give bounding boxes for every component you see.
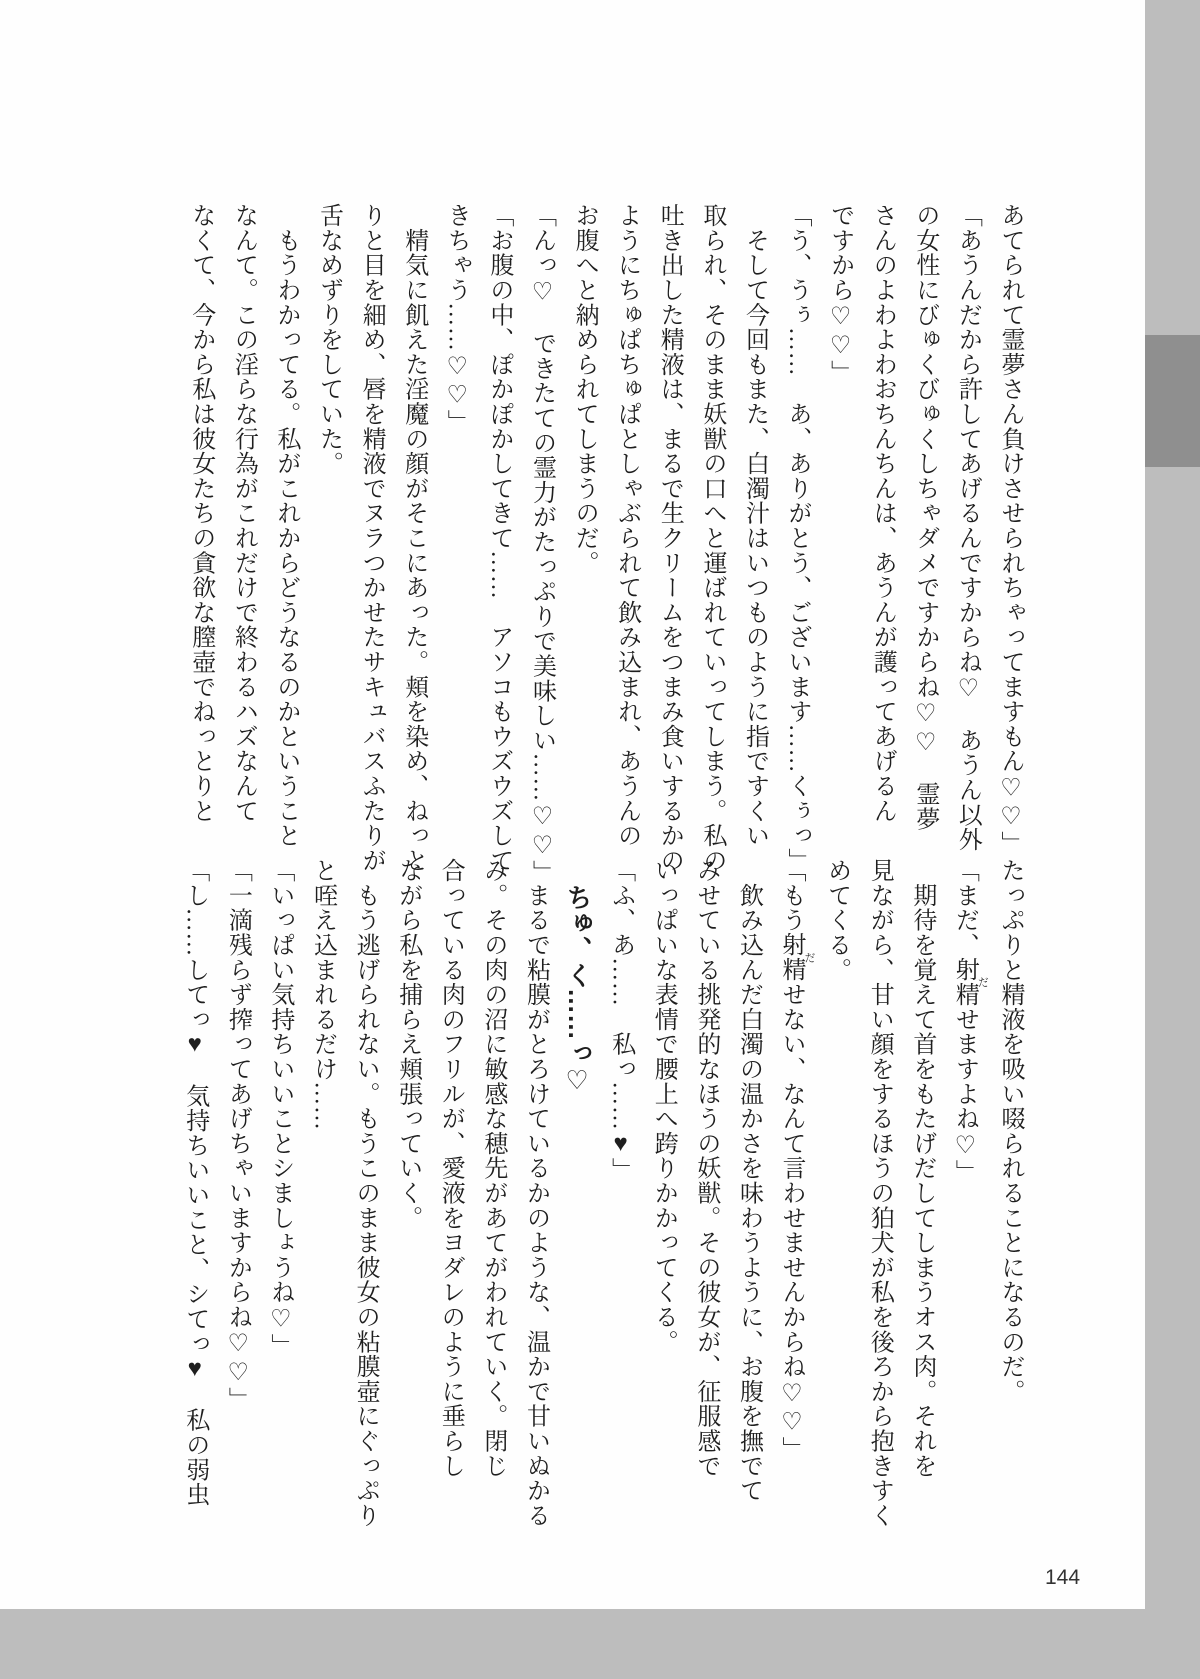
text-column: ながら私を捕らえ頬張っていく。 (394, 858, 421, 1230)
text-column: 「んっ♡ できたての霊力がたっぷりで美味しい……♡♡」 (528, 203, 555, 885)
text-column: そして今回もまた、白濁汁はいつものように指ですくい (741, 203, 768, 848)
text-column: 「一滴残らず搾ってあげちゃいますからね♡♡」 (224, 858, 251, 1412)
text-column: めてくる。 (823, 858, 850, 982)
scan-right-margin (1145, 0, 1200, 1679)
text-column: 取られ、そのまま妖獣の口へと運ばれていってしまう。私の (698, 203, 725, 873)
text-column: もう逃げられない。もうこのまま彼女の粘膜壺にぐっぷり (352, 858, 379, 1528)
text-column: ですから♡♡」 (826, 203, 853, 385)
text-column: 見ながら、甘い顔をするほうの狛犬が私を後ろから抱きすく (866, 858, 893, 1528)
text-column: 精気に飢えた淫魔の顔がそこにあった。頬を染め、ねっと (400, 203, 427, 873)
text-column: 合っている肉のフリルが、愛液をヨダレのように垂らし (437, 858, 464, 1478)
text-column: 「もう射精 だせない、なんて言わせませんからね♡♡」 (778, 858, 816, 1462)
text-column: 「ふ、あ…… 私っ……♥」 (607, 858, 634, 1183)
text-column: さんのよわよわおちんちんは、あうんが護ってあげるん (869, 203, 896, 823)
text-column: いっぱいな表情で腰上へ跨りかかってくる。 (650, 858, 677, 1354)
text-column: みせている挑発的なほうの妖獣。その彼女が、征服感で (692, 858, 719, 1478)
text-column: ようにちゅぱちゅぱとしゃぶられて飲み込まれ、あうんの (613, 203, 640, 848)
text-column: 「あうんだから許してあげるんですからね♡ あうん以外 (954, 203, 981, 852)
text-column: 吐き出した精液は、まるで生クリームをつまみ食いするかの (656, 203, 683, 873)
text-column: たっぷりと精液を吸い啜られることになるのだ。 (997, 858, 1023, 1404)
text-column: 「まだ、射精 だせますよね♡」 (951, 858, 989, 1185)
text-column: なくて、今から私は彼女たちの貪欲な膣壺でねっとりと (187, 203, 214, 823)
text-column: 飲み込んだ白濁の温かさを味わうように、お腹を撫でて (735, 858, 762, 1503)
text-column: あてられて霊夢さん負けさせられちゃってますもん♡♡」 (997, 203, 1023, 856)
text-column: ちゅ、く……っ♡ (563, 858, 594, 1096)
text-column: 「し……してっ♥ 気持ちいいこと、シてっ♥ 私の弱虫 (181, 858, 208, 1507)
text-column: の女性にびゅくびゅくしちゃダメですからね♡♡ 霊夢 (911, 203, 938, 831)
page-number: 144 (1045, 1566, 1081, 1589)
text-column: 「いっぱい気持ちいいことシましょうね♡」 (266, 858, 293, 1358)
text-band-top (179, 203, 1031, 885)
text-column: と咥え込まれるだけ…… (309, 858, 336, 1131)
text-column: お腹へと納められてしまうのだ。 (571, 203, 598, 575)
text-column: もうわかってる。私がこれからどうなるのかということ (272, 203, 299, 848)
chapter-edge-tab (1145, 335, 1200, 467)
text-band-bottom (179, 858, 1031, 1534)
text-column: み。その肉の沼に敏感な穂先があてがわれていく。閉じ (479, 858, 506, 1478)
text-column: きちゃう……♡♡」 (443, 203, 470, 435)
text-column: まるで粘膜がとろけているかのような、温かで甘いぬかる (522, 858, 549, 1528)
text-column: 期待を覚えて首をもたげだしてしまうオス肉。それを (908, 858, 935, 1478)
text-column: 舌なめずりをしていた。 (315, 203, 342, 476)
text-column: 「お腹の中、ぽかぽかしてきて…… アソコもウズウズして (485, 203, 512, 873)
scan-bottom-margin (0, 1609, 1200, 1679)
text-column: 「う、うぅ…… あ、ありがとう、ございます……くぅっ」 (784, 203, 811, 873)
text-column: なんて。この淫らな行為がこれだけで終わるハズなんて (230, 203, 257, 823)
text-column: りと目を細め、唇を精液でヌラつかせたサキュバスふたりが (358, 203, 385, 873)
